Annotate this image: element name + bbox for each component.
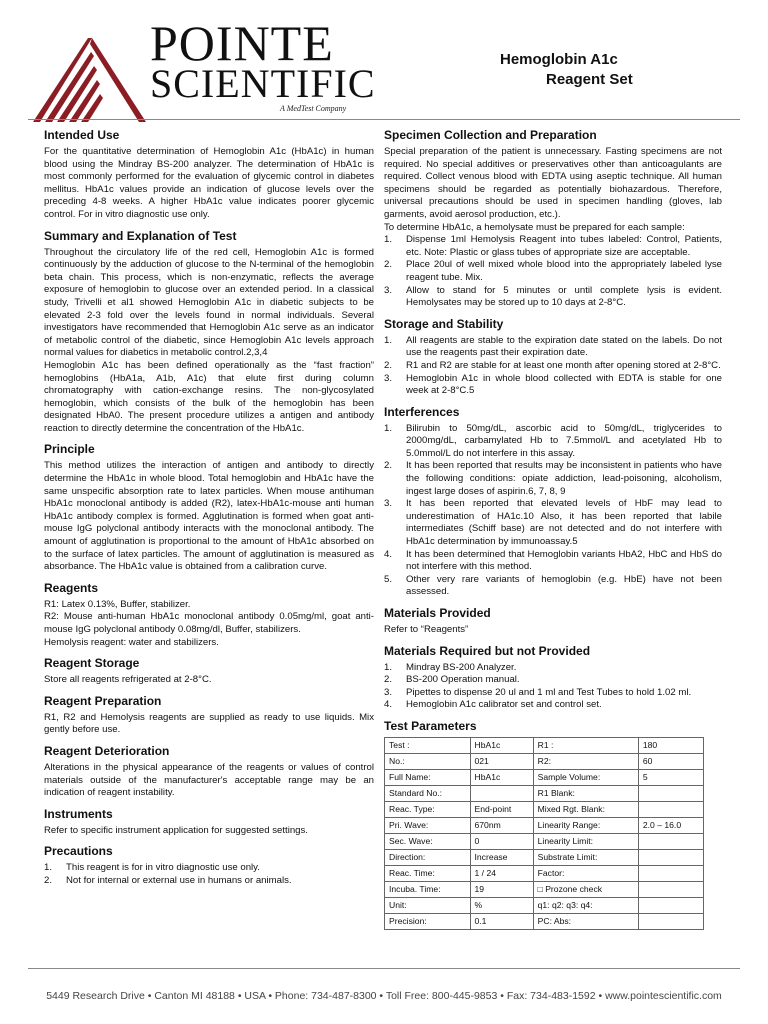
heading-reagent-deterioration: Reagent Deterioration	[44, 743, 170, 758]
table-row	[385, 833, 704, 849]
company-name-line2: SCIENTIFIC	[150, 61, 376, 106]
table-row	[385, 785, 704, 801]
list-number: 2.	[384, 359, 393, 371]
reagents-r1: R1: Latex 0.13%, Buffer, stabilizer.	[44, 598, 191, 610]
table-cell: Linearity Limit:	[533, 833, 638, 849]
table-cell	[638, 865, 703, 881]
table-cell: Substrate Limit:	[533, 849, 638, 865]
heading-instruments: Instruments	[44, 806, 113, 821]
list-item	[384, 335, 722, 360]
list-item	[384, 259, 722, 284]
list-text: All reagents are stable to the expiration date stated on the labels. Do not use the reagents past their expiration date.	[406, 334, 722, 359]
instruments-text: Refer to specific instrument application for suggested settings.	[44, 824, 308, 836]
reagents-r2: R2: Mouse anti-human HbA1c monoclonal antibody 0.05mg/ml, goat anti-mouse IgG polyclonal antibody 0.08mg/dl, Buffer, stabilizers.	[44, 611, 374, 635]
table-row	[385, 737, 704, 753]
reagent-deterioration-text: Alterations in the physical appearance of the reagents or values of control materials outside of the manufacturer's acceptable range may be an indication of reagent instability.	[44, 761, 374, 799]
table-cell: 60	[638, 753, 703, 769]
footer-address: 5449 Research Drive • Canton MI 48188 • USA • Phone: 734-487-8300 • Toll Free: 800-445-9853 • Fax: 734-483-1592 • www.pointescientific.com	[46, 990, 722, 1002]
list-text: Other very rare variants of hemoglobin (e.g. HbE) have not been assessed.	[406, 573, 722, 598]
storage-list	[384, 335, 722, 398]
table-cell	[638, 897, 703, 913]
list-text: Dispense 1ml Hemolysis Reagent into tubes labeled: Control, Patients, etc. Note: Plastic or glass tubes of appropriate size are acceptable.	[406, 234, 722, 258]
table-row	[385, 769, 704, 785]
heading-specimen: Specimen Collection and Preparation	[384, 128, 597, 142]
table-cell: 1 / 24	[470, 865, 533, 881]
table-cell: HbA1c	[470, 737, 533, 753]
specimen-text: Special preparation of the patient is unnecessary. Fasting specimens are not required. No special additives or preservatives other than anticoagulants are required. Collect venous blood with EDTA using aseptic technique. All human specimens should be regarded as potentially biohazardous. Therefore, universal precautions should be used in specimen handling (gloves, lab garments, avoid aerosol production, etc.).	[384, 146, 722, 220]
list-number: 3.	[384, 372, 393, 384]
list-text: Pipettes to dispense 20 ul and 1 ml and Test Tubes to hold 1.02 ml.	[406, 686, 692, 698]
table-cell: Precision:	[385, 913, 471, 929]
list-number: 1.	[44, 862, 53, 874]
table-cell: %	[470, 897, 533, 913]
section-reagent-preparation	[44, 694, 374, 737]
company-name-line1: POINTE	[150, 15, 334, 71]
principle-text: This method utilizes the interaction of antigen and antibody to directly determine the HbA1c in whole blood. Total hemoglobin and HbA1c have the same unspecific absorption rate to latex particles. When mouse antihuman HbA1c monoclonal antibody is added (R2), latex-HbA1c-mouse anti human HbA1c antibody complex is formed. Agglutination is formed when goat anti-mouse IgG polyclonal antibody interacts with the monoclonal antibody. The amount of agglutination is proportional to the amount of HbA1c absorbed on to the surface of latex particles. The amount of agglutination is measured as absorbance. The HbA1c value is obtained from a calibration curve.	[44, 460, 374, 573]
table-row	[385, 865, 704, 881]
table-row	[385, 817, 704, 833]
list-number: 2.	[384, 674, 393, 686]
table-cell: End-point	[470, 801, 533, 817]
summary-text-1: Throughout the circulatory life of the red cell, Hemoglobin A1c is formed continuously by the adduction of glucose to the N-terminal of the hemoglobin beta chain. This process, which is non-enzymatic, reflects the average exposure of hemoglobin to glucose over an extended period. In a classical study, Trivelli et al1 showed Hemoglobin A1c in diabetic subjects to be elevated 2-3 fold over the levels found in normal individuals. Several investigators have recommended that Hemoglobin A1c serve as an indicator of metabolic control of the diabetic, since Hemoglobin A1c levels approach normal values for diabetics in metabolic control.2,3,4	[44, 246, 374, 359]
list-item	[384, 373, 722, 398]
table-cell: No.:	[385, 753, 471, 769]
table-cell: 180	[638, 737, 703, 753]
table-row	[385, 881, 704, 897]
table-cell: □ Prozone check	[533, 881, 638, 897]
list-number: 1.	[384, 334, 393, 346]
table-cell: Test :	[385, 737, 471, 753]
list-text: BS-200 Operation manual.	[406, 674, 520, 686]
heading-materials-provided: Materials Provided	[384, 606, 491, 620]
list-item	[384, 285, 722, 310]
precautions-list	[44, 862, 374, 887]
table-cell: Sec. Wave:	[385, 833, 471, 849]
table-cell	[638, 881, 703, 897]
section-materials-required	[384, 644, 722, 712]
list-text: Mindray BS-200 Analyzer.	[406, 661, 517, 673]
pointe-logo-mark	[28, 30, 158, 125]
list-item	[384, 234, 722, 259]
list-item	[384, 687, 722, 700]
table-cell: R1 Blank:	[533, 785, 638, 801]
list-number: 1.	[384, 234, 393, 246]
list-number: 1.	[384, 422, 393, 434]
reagent-storage-text: Store all reagents refrigerated at 2-8°C.	[44, 674, 212, 686]
heading-reagent-storage: Reagent Storage	[44, 656, 140, 671]
section-materials-provided	[384, 606, 722, 637]
heading-storage-stability: Storage and Stability	[384, 316, 504, 331]
table-cell: 19	[470, 881, 533, 897]
list-number: 3.	[384, 284, 393, 296]
table-cell: Direction:	[385, 849, 471, 865]
list-item	[384, 423, 722, 461]
section-test-parameters	[384, 719, 722, 930]
list-item	[384, 574, 722, 599]
table-cell: Linearity Range:	[533, 817, 638, 833]
list-item	[384, 699, 722, 712]
section-interferences	[384, 405, 722, 599]
section-reagent-storage	[44, 656, 374, 687]
list-item	[44, 862, 374, 875]
list-number: 2.	[384, 460, 393, 472]
table-cell: R2:	[533, 753, 638, 769]
table-cell: 5	[638, 769, 703, 785]
section-principle	[44, 442, 374, 573]
table-row	[385, 753, 704, 769]
list-text: Place 20ul of well mixed whole blood into the appropriately labeled lyse reagent tube. Mix.	[406, 259, 722, 283]
table-cell: 0	[470, 833, 533, 849]
list-item	[384, 549, 722, 574]
table-cell: Reac. Time:	[385, 865, 471, 881]
list-number: 2.	[44, 874, 53, 886]
right-column	[384, 128, 722, 937]
section-instruments	[44, 807, 374, 838]
list-text: It has been reported that results may be inconsistent in patients who have the following conditions: opiate addiction, lead-poisoning, alcoholism, ingest large doses of aspirin.6, 7, 8, 9	[406, 460, 722, 497]
heading-interferences: Interferences	[384, 404, 460, 419]
materials-required-list	[384, 662, 722, 712]
list-number: 1.	[384, 661, 393, 673]
table-cell	[638, 785, 703, 801]
specimen-intro: To determine HbA1c, a hemolysate must be prepared for each sample:	[384, 221, 685, 233]
table-cell	[638, 849, 703, 865]
section-storage-stability	[384, 317, 722, 398]
list-item	[44, 875, 374, 888]
heading-summary: Summary and Explanation of Test	[44, 228, 237, 243]
list-text: Hemoglobin A1c in whole blood collected with EDTA is stable for one week at 2-8°C.5	[406, 372, 722, 397]
table-cell: Full Name:	[385, 769, 471, 785]
intended-use-text: For the quantitative determination of Hemoglobin A1c (HbA1c) in human blood using the Mindray BS-200 analyzer. The determination of HbA1c is most commonly performed for the evaluation of glycemic control in diabetes mellitus. HbA1c values provide an indication of glucose levels over the preceding 4-8 weeks. A higher HbA1c value indicates poorer glycemic control. For in vitro diagnostic use only.	[44, 146, 374, 220]
list-text: Not for internal or external use in humans or animals.	[66, 874, 292, 886]
section-specimen	[384, 128, 722, 310]
list-item	[384, 360, 722, 373]
heading-intended-use: Intended Use	[44, 128, 120, 142]
heading-precautions: Precautions	[44, 844, 113, 859]
list-number: 4.	[384, 699, 393, 711]
table-cell: Unit:	[385, 897, 471, 913]
title-line2: Reagent Set	[546, 71, 633, 88]
list-text: It has been determined that Hemoglobin variants HbA2, HbC and HbS do not interfere with this method.	[406, 548, 722, 573]
table-cell: Sample Volume:	[533, 769, 638, 785]
summary-text-2: Hemoglobin A1c has been defined operationally as the “fast fraction” hemoglobins (HbA1a, A1b, A1c) that elute first during column chromatography with cation-exchange resins. The non-glycosylated hemoglobin, which consists of the bulk of the hemoglobin has been designated HbA0. The present procedure utilizes a antigen and antibody reaction to directly determine the concentration of the HbA1c.	[44, 359, 374, 434]
section-summary	[44, 229, 374, 436]
list-number: 3.	[384, 498, 393, 510]
table-cell	[638, 801, 703, 817]
list-item	[384, 674, 722, 687]
list-text: Bilirubin to 50mg/dL, ascorbic acid to 50mg/dL, triglycerides to 2000mg/dL, carbamylated Hb to 7.5mmol/L and acetylated Hb to 5.0mmol/L do not interfere in this assay.	[406, 422, 722, 459]
table-row	[385, 801, 704, 817]
test-parameters-table	[384, 737, 704, 930]
title-line1: Hemoglobin A1c	[500, 51, 618, 68]
heading-reagent-preparation: Reagent Preparation	[44, 693, 162, 708]
table-cell: 670nm	[470, 817, 533, 833]
table-cell: Factor:	[533, 865, 638, 881]
document-title	[500, 50, 700, 90]
list-item	[384, 662, 722, 675]
list-number: 5.	[384, 573, 393, 585]
table-cell: Mixed Rgt. Blank:	[533, 801, 638, 817]
list-text: Allow to stand for 5 minutes or until complete lysis is evident. Hemolysates may be stored up to 10 days at 2-8°C.	[406, 284, 722, 309]
heading-test-parameters: Test Parameters	[384, 718, 477, 733]
materials-provided-text: Refer to “Reagents”	[384, 624, 469, 635]
table-row	[385, 849, 704, 865]
footer-divider	[28, 968, 740, 969]
table-row	[385, 897, 704, 913]
table-cell: 021	[470, 753, 533, 769]
section-reagents	[44, 581, 374, 649]
reagent-preparation-text: R1, R2 and Hemolysis reagents are supplied as ready to use liquids. Mix gently before use.	[44, 711, 374, 736]
interferences-list	[384, 423, 722, 599]
list-text: It has been reported that elevated levels of HbF may lead to underestimation of HA1c.10 Also, it has been reported that labile intermediates (Schiff base) are not detected and do not interfere with HbA1c determination by immunoassay.5	[406, 498, 722, 548]
list-item	[384, 460, 722, 498]
list-text: Hemoglobin A1c calibrator set and control set.	[406, 699, 602, 711]
list-text: R1 and R2 are stable for at least one month after opening stored at 2-8°C.	[406, 359, 721, 371]
heading-principle: Principle	[44, 442, 95, 457]
section-intended-use	[44, 128, 374, 222]
table-cell: q1: q2: q3: q4:	[533, 897, 638, 913]
table-cell: Pri. Wave:	[385, 817, 471, 833]
heading-reagents: Reagents	[44, 580, 99, 595]
list-number: 3.	[384, 686, 393, 698]
specimen-list	[384, 234, 722, 310]
list-text: This reagent is for in vitro diagnostic use only.	[66, 862, 260, 874]
reagents-hemolysis: Hemolysis reagent: water and stabilizers.	[44, 636, 219, 648]
list-number: 4.	[384, 548, 393, 560]
table-cell: Reac. Type:	[385, 801, 471, 817]
table-cell	[638, 833, 703, 849]
list-number: 2.	[384, 259, 393, 271]
company-tagline: A MedTest Company	[280, 104, 347, 113]
header-divider	[28, 119, 740, 120]
heading-materials-required: Materials Required but not Provided	[384, 643, 591, 658]
left-column	[44, 128, 374, 895]
table-cell: Standard No.:	[385, 785, 471, 801]
section-precautions	[44, 844, 374, 887]
table-cell: Increase	[470, 849, 533, 865]
table-cell: 0.1	[470, 913, 533, 929]
table-row	[385, 913, 704, 929]
table-cell: Incuba. Time:	[385, 881, 471, 897]
table-cell: R1 :	[533, 737, 638, 753]
table-cell	[638, 913, 703, 929]
section-reagent-deterioration	[44, 744, 374, 800]
table-cell: 2.0 – 16.0	[638, 817, 703, 833]
table-cell: HbA1c	[470, 769, 533, 785]
table-cell	[470, 785, 533, 801]
table-cell: PC: Abs:	[533, 913, 638, 929]
header	[0, 0, 768, 120]
list-item	[384, 498, 722, 548]
